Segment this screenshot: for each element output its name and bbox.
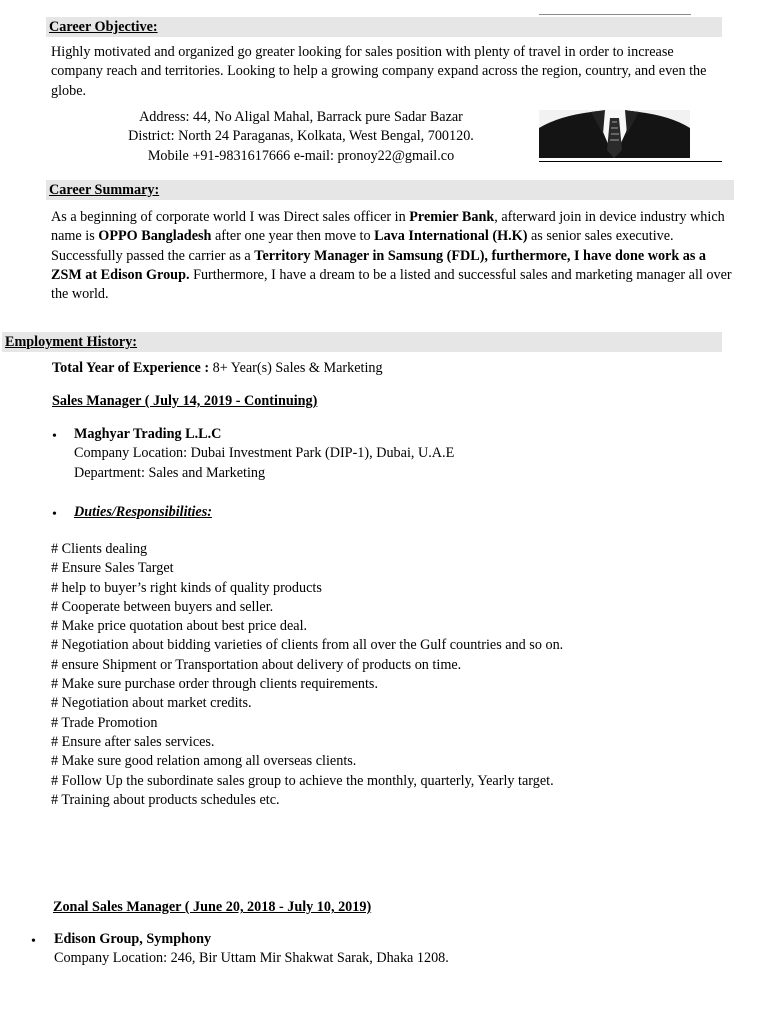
summary-text-run: As a beginning of corporate world I was Direct sales officer in	[51, 209, 410, 225]
job2-company: Edison Group, Symphony	[54, 931, 212, 947]
duty-item: # Make price quotation about best price deal.	[51, 618, 308, 635]
career-summary-text	[51, 208, 735, 304]
career-summary-heading: Career Summary:	[49, 182, 160, 198]
contact-address: Address: 44, No Aligal Mahal, Barrack pure Sadar Bazar	[139, 109, 463, 125]
job1-title: Sales Manager ( July 14, 2019 - Continuing)	[52, 393, 318, 409]
duty-item: # Trade Promotion	[51, 714, 158, 731]
job2-title: Zonal Sales Manager ( June 20, 2018 - July 10, 2019)	[53, 899, 372, 915]
duty-item: # Clients dealing	[51, 541, 148, 557]
duty-item: # ensure Shipment or Transportation about delivery of products on time.	[51, 656, 462, 673]
duty-item: # Negotiation about bidding varieties of clients from all over the Gulf countries and so on.	[51, 637, 564, 654]
career-summary-heading-bar	[46, 180, 734, 200]
summary-bold-run: Territory Manager in Samsung (FDL), furthermore, I have done work as a ZSM at Edison Group.	[51, 247, 707, 283]
employment-history-heading: Employment History:	[5, 334, 138, 350]
summary-text-run: , afterward join in device industry which name is	[51, 209, 725, 245]
job2-location: Company Location: 246, Bir Uttam Mir Shakwat Sarak, Dhaka 1208.	[54, 950, 449, 967]
total-experience-label: Total Year of Experience :	[52, 360, 210, 376]
duty-item: # Cooperate between buyers and seller.	[51, 598, 274, 615]
duty-item: # Ensure after sales services.	[51, 733, 215, 750]
contact-block	[96, 108, 506, 166]
duty-item: # Make sure purchase order through clients requirements.	[51, 676, 378, 693]
photo-underline	[539, 161, 722, 162]
duty-item: # Negotiation about market credits.	[51, 695, 252, 712]
duties-heading: Duties/Responsibilities:	[74, 504, 212, 520]
career-objective-heading: Career Objective:	[49, 19, 158, 35]
duty-item: # Make sure good relation among all overseas clients.	[51, 753, 357, 770]
duty-item: # Ensure Sales Target	[51, 560, 174, 577]
job1-details	[74, 425, 674, 483]
job1-department: Department: Sales and Marketing	[74, 464, 266, 481]
summary-bold-run: OPPO Bangladesh	[98, 228, 212, 245]
employment-history-heading-bar	[2, 332, 722, 352]
job2-details	[54, 930, 654, 969]
duties-bullet: •	[52, 507, 57, 522]
job1-bullet: •	[52, 429, 57, 444]
summary-text-run: as senior sales executive. Successfully passed the carrier as a	[51, 228, 674, 264]
duty-item: # help to buyer’s right kinds of quality products	[51, 579, 322, 596]
contact-district: District: North 24 Paraganas, Kolkata, West Bengal, 700120.	[128, 128, 474, 145]
total-experience	[52, 359, 652, 378]
duty-item: # Follow Up the subordinate sales group to achieve the monthly, quarterly, Yearly target.	[51, 772, 554, 789]
top-divider	[539, 14, 691, 15]
summary-bold-run: Premier Bank	[409, 209, 495, 225]
job1-company: Maghyar Trading L.L.C	[74, 426, 222, 442]
career-objective-heading-bar	[46, 17, 722, 37]
summary-text-run: after one year then move to	[211, 228, 375, 245]
profile-photo	[539, 110, 690, 158]
career-objective-text: Highly motivated and organized go greater looking for sales position with plenty of travel in order to increase company reach and territories. Looking to help a growing company expand across the region, country, and even the globe.	[51, 44, 707, 99]
job2-bullet: •	[31, 934, 36, 949]
summary-text-run: Furthermore, I have a dream to be a listed and successful sales and marketing manager all over the world.	[51, 266, 732, 303]
job1-location: Company Location: Dubai Investment Park (DIP-1), Dubai, U.A.E	[74, 445, 455, 462]
duty-item: # Training about products schedules etc.	[51, 791, 280, 808]
contact-mobile-email: Mobile +91-9831617666 e-mail: pronoy22@gmail.co	[147, 147, 455, 164]
summary-bold-run: Lava International (H.K)	[374, 228, 528, 245]
duties-list	[51, 540, 691, 810]
total-experience-value: 8+ Year(s) Sales & Marketing	[209, 360, 383, 376]
